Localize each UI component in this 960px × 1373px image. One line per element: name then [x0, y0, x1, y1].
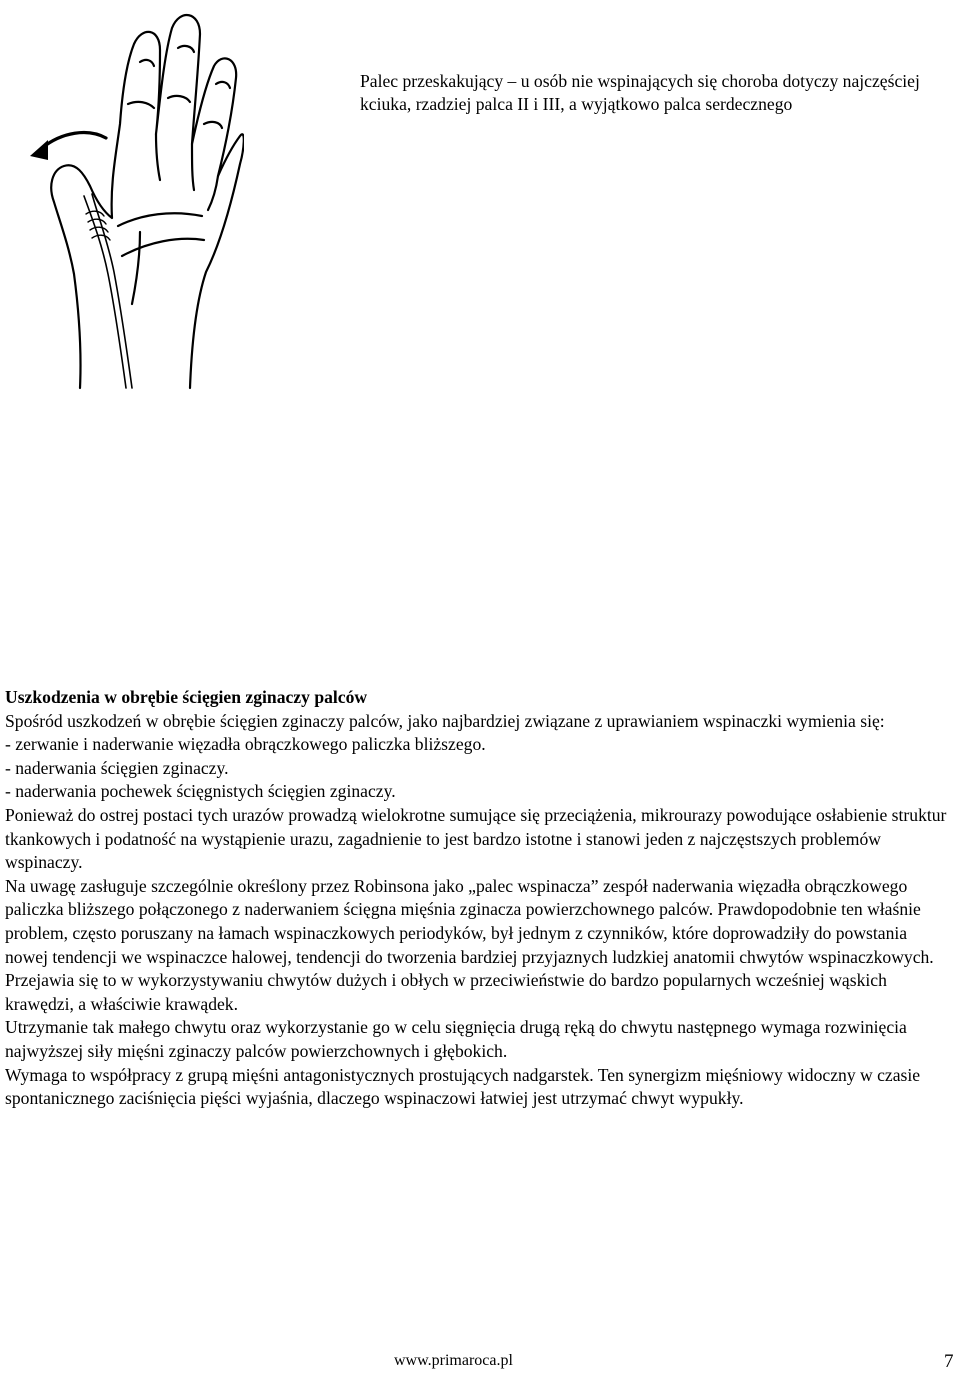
- figure-caption: [360, 70, 940, 116]
- footer-url: www.primaroca.pl: [394, 1352, 513, 1369]
- figure-caption-text: Palec przeskakujący – u osób nie wspinających się choroba dotyczy najczęściej kciuka, rzadziej palca II i III, a wyjątkowo palca serdecznego: [360, 71, 920, 114]
- list-item: - naderwania ścięgien zginaczy.: [5, 757, 229, 778]
- body-paragraph: Ponieważ do ostrej postaci tych urazów prowadzą wielokrotne sumujące się przeciążenia, mikrourazy powodujące osłabienie struktur tkankowych i podatność na wystąpienie urazu, zagadnienie to jest bardzo istotne i stanowi jeden z najczęstszych problemów wspinaczy.: [5, 804, 947, 873]
- hand-illustration: [22, 4, 244, 390]
- hand-flexor-tendon-icon: [22, 4, 244, 390]
- list-item: - naderwania pochewek ścięgnistych ścięgien zginaczy.: [5, 781, 396, 802]
- body-paragraph: Utrzymanie tak małego chwytu oraz wykorzystanie go w celu sięgnięcia drugą ręką do chwytu następnego wymaga rozwinięcia najwyższej siły mięśni zginaczy palców powierzchownych i głębokich.: [5, 1017, 907, 1061]
- injury-list: [5, 733, 953, 804]
- list-item: - zerwanie i naderwanie więzadła obrączkowego paliczka bliższego.: [5, 734, 486, 755]
- body-paragraph: Na uwagę zasługuje szczególnie określony przez Robinsona jako „palec wspinacza” zespół naderwania więzadła obrączkowego paliczka bliższego połączonego z naderwaniem ścięgna mięśnia zginacza powierzchownego palców. Prawdopodobnie ten właśnie problem, często poruszany na łamach wspinaczkowych periodyków, był jednym z czynników, które doprowadziły do powstania nowej tendencji we wspinaczce halowej, tendencji do tworzenia bardziej przyjaznych ludzkiej anatomii chwytów wspinaczkowych. Przejawia się to w wykorzystywaniu chwytów dużych i obłych w przeciwieństwie do bardzo popularnych wcześniej wąskich krawędzi, a właściwie krawądek.: [5, 875, 934, 1014]
- intro-paragraph: Spośród uszkodzeń w obrębie ścięgien zginaczy palców, jako najbardziej związane z uprawianiem wspinaczki wymienia się:: [5, 710, 885, 731]
- main-content: [5, 686, 953, 1111]
- page-number: 7: [944, 1351, 954, 1372]
- body-paragraph: Wymaga to współpracy z grupą mięśni antagonistycznych prostujących nadgarstek. Ten synergizm mięśniowy widoczny w czasie spontanicznego zaciśnięcia pięści wyjaśnia, dlaczego wspinaczowi łatwiej jest utrzymać chwyt wypukły.: [5, 1064, 921, 1109]
- section-heading: Uszkodzenia w obrębie ścięgien zginaczy palców: [5, 687, 368, 707]
